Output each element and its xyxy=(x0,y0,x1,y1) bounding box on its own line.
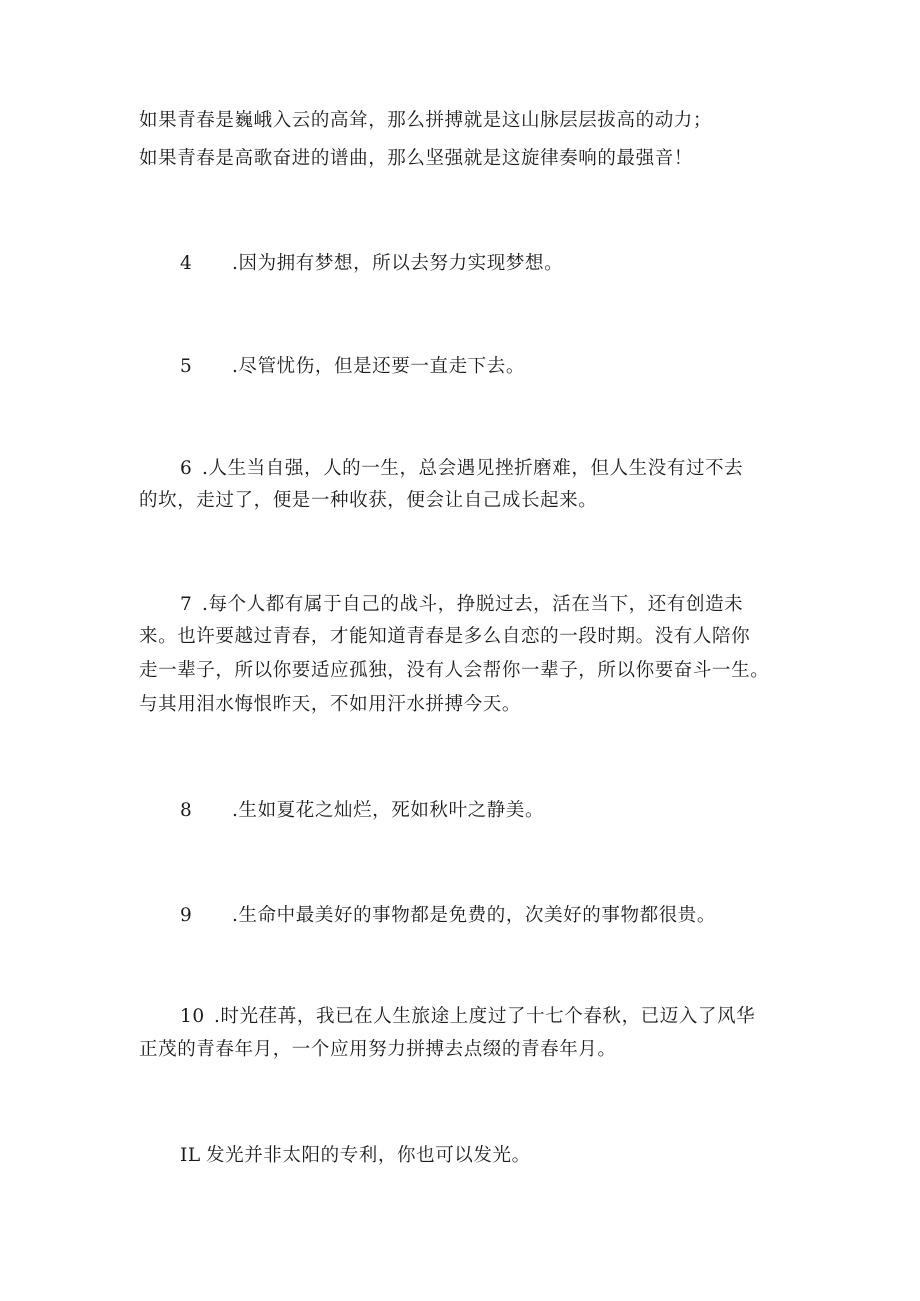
item-6-cont-1: 的坎，走过了，便是一种收获，便会让自己成长起来。 xyxy=(139,490,598,511)
item-number: 7 xyxy=(180,594,193,615)
item-7-cont-1: 来。也许要越过青春，才能知道青春是多么自恋的一段时期。没有人陪你 xyxy=(139,626,751,647)
item-number: 8 xyxy=(180,800,193,821)
item-number: 9 xyxy=(180,905,193,926)
item-text: .生如夏花之灿烂，死如秋叶之静美。 xyxy=(232,800,545,821)
item-text: .每个人都有属于自己的战斗，挣脱过去，活在当下，还有创造未 xyxy=(202,594,744,615)
item-7-cont-2: 走一辈子，所以你要适应孤独，没有人会帮你一辈子，所以你要奋斗一生。 xyxy=(139,660,770,681)
item-10-cont-1: 正茂的青春年月，一个应用努力拼搏去点缀的青春年月。 xyxy=(139,1039,617,1060)
item-text: .因为拥有梦想，所以去努力实现梦想。 xyxy=(232,253,564,274)
item-number: 10 xyxy=(180,1006,205,1027)
item-text: .生命中最美好的事物都是免费的，次美好的事物都很贵。 xyxy=(232,905,716,926)
item-text: .人生当自强，人的一生，总会遇见挫折磨难，但人生没有过不去 xyxy=(202,458,744,479)
item-text: 发光并非太阳的专利，你也可以发光。 xyxy=(206,1145,531,1166)
item-11 xyxy=(180,1146,531,1166)
item-number: 4 xyxy=(180,253,193,274)
item-5 xyxy=(180,357,525,377)
item-4 xyxy=(180,254,563,274)
intro-line-1: 如果青春是巍峨入云的高耸，那么拼搏就是这山脉层层拔高的动力； xyxy=(139,110,713,131)
item-7 xyxy=(180,595,743,615)
item-text: .尽管忧伤，但是还要一直走下去。 xyxy=(232,356,525,377)
item-8 xyxy=(180,801,544,821)
item-9 xyxy=(180,906,716,926)
item-6 xyxy=(180,459,743,479)
item-number: 6 xyxy=(180,458,193,479)
intro-line-2: 如果青春是高歌奋进的谱曲，那么坚强就是这旋律奏响的最强音！ xyxy=(139,148,693,169)
item-number: 5 xyxy=(180,356,193,377)
item-number: IL xyxy=(180,1145,201,1166)
item-text: .时光荏苒，我已在人生旅途上度过了十七个春秋，已迈入了风华 xyxy=(214,1006,756,1027)
item-10 xyxy=(180,1007,755,1027)
item-7-cont-3: 与其用泪水悔恨昨天，不如用汗水拼搏今天。 xyxy=(139,694,522,715)
